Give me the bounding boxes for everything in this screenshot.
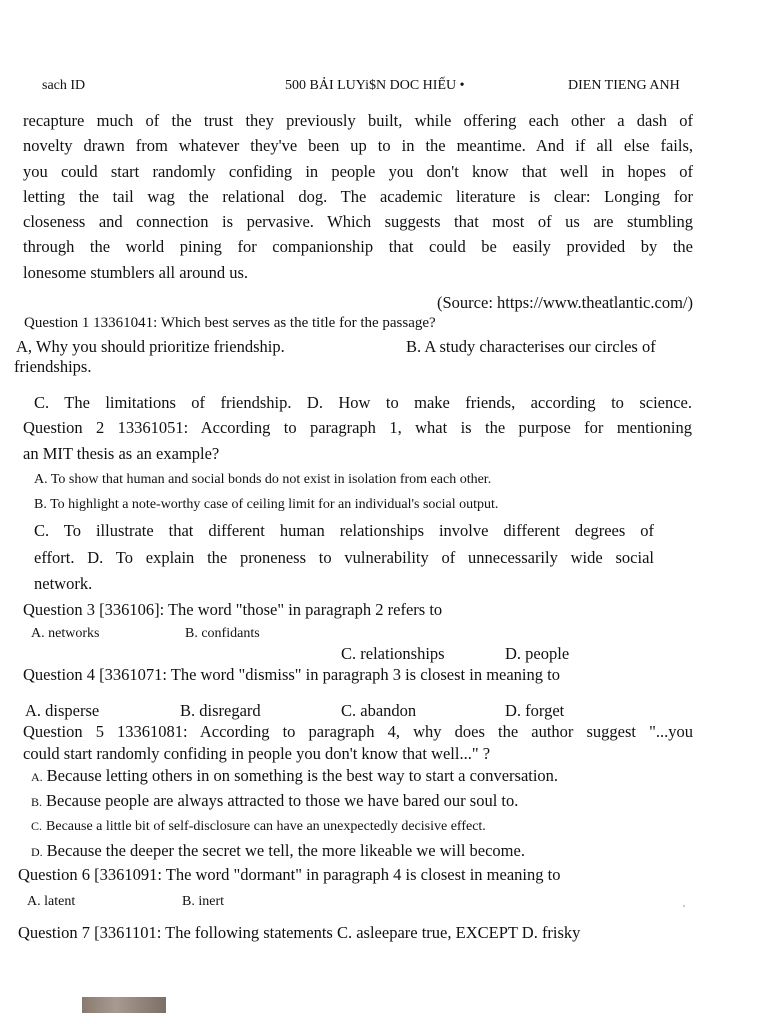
passage-line: letting the tail wag the relational dog. The academic literature is clear: Longing for bbox=[23, 186, 693, 206]
q5-option-b-letter: B. bbox=[31, 795, 43, 809]
q5-option-a bbox=[31, 766, 558, 786]
passage-line: lonesome stumblers all around us. bbox=[23, 262, 249, 282]
q5-option-b bbox=[31, 791, 518, 811]
q4-option-c: C. abandon bbox=[341, 701, 417, 720]
q2-option-b: B. To highlight a note-worthy case of ceiling limit for an individual's social output. bbox=[34, 497, 499, 512]
passage bbox=[23, 108, 693, 285]
passage-line: you could start randomly confiding in people you don't know that well in hopes of bbox=[23, 161, 693, 181]
q2-option-d-continued: network. bbox=[34, 574, 93, 593]
question-5: Question 5 13361081: According to paragraph 4, why does the author suggest "...you bbox=[23, 722, 693, 741]
header-center: 500 BẢI LUYi$N DOC HIẾU • bbox=[285, 78, 465, 93]
q5-option-c-letter: C. bbox=[31, 819, 43, 833]
q6-option-b: B. inert bbox=[182, 894, 224, 909]
question-1: Question 1 13361041: Which best serves as the title for the passage? bbox=[24, 315, 436, 331]
q2-option-a: A. To show that human and social bonds do not exist in isolation from each other. bbox=[34, 472, 492, 487]
question-5-continued: could start randomly confiding in people you don't know that well..." ? bbox=[23, 744, 491, 763]
q2-option-c-d: effort. D. To explain the proneness to vulnerability of unnecessarily wide social bbox=[34, 548, 654, 567]
q5-option-b-text: Because people are always attracted to those we have bared our soul to. bbox=[46, 791, 519, 810]
q2-option-c: C. To illustrate that different human relationships involve different degrees of bbox=[34, 521, 654, 540]
question-7: Question 7 [3361101: The following statements C. asleepare true, EXCEPT D. frisky bbox=[18, 923, 581, 942]
question-6: Question 6 [3361091: The word "dormant" in paragraph 4 is closest in meaning to bbox=[18, 865, 561, 884]
question-3: Question 3 [336106]: The word "those" in paragraph 2 refers to bbox=[23, 600, 443, 619]
passage-line: recapture much of the trust they previously built, while offering each other a dash of bbox=[23, 111, 693, 130]
q1-option-b: B. A study characterises our circles of bbox=[406, 337, 656, 356]
passage-line: through the world pining for companionship that could be easily provided by the bbox=[23, 237, 693, 257]
source-citation: (Source: https://www.theatlantic.com/) bbox=[437, 293, 693, 312]
q3-option-d: D. people bbox=[505, 644, 570, 663]
scan-speck bbox=[683, 905, 685, 907]
q5-option-d bbox=[31, 841, 525, 861]
q3-option-b: B. confidants bbox=[185, 626, 260, 641]
q4-option-a: A. disperse bbox=[25, 701, 100, 720]
scan-artifact bbox=[82, 997, 166, 1013]
header-right: DIEN TIENG ANH bbox=[568, 78, 680, 93]
question-4: Question 4 [3361071: The word "dismiss" in paragraph 3 is closest in meaning to bbox=[23, 665, 560, 684]
q5-option-a-text: Because letting others in on something is the best way to start a conversation. bbox=[46, 766, 559, 785]
q3-option-c: C. relationships bbox=[341, 644, 445, 663]
question-2: Question 2 13361051: According to paragraph 1, what is the purpose for mentioning bbox=[23, 418, 692, 437]
q6-option-a: A. latent bbox=[27, 894, 76, 909]
q5-option-c-text: Because a little bit of self-disclosure can have an unexpectedly decisive effect. bbox=[46, 819, 486, 834]
q1-options-c-d: C. The limitations of friendship. D. How to make friends, according to science. bbox=[34, 393, 692, 412]
header-left: sach ID bbox=[42, 78, 86, 93]
q1-option-a: A, Why you should prioritize friendship. bbox=[16, 337, 285, 356]
q4-option-b: B. disregard bbox=[180, 701, 261, 720]
q5-option-d-letter: D. bbox=[31, 845, 43, 859]
passage-line: closeness and connection is pervasive. Which suggests that most of us are stumbling bbox=[23, 212, 693, 232]
q5-option-d-text: Because the deeper the secret we tell, the more likeable we will become. bbox=[46, 841, 525, 860]
passage-line: novelty drawn from whatever they've been up to in the meantime. And if all else fails, bbox=[23, 136, 693, 156]
q4-option-d: D. forget bbox=[505, 701, 565, 720]
question-2-continued: an MIT thesis as an example? bbox=[23, 444, 220, 463]
q1-option-b-continued: friendships. bbox=[14, 357, 92, 376]
q5-option-c bbox=[31, 817, 486, 835]
q3-option-a: A. networks bbox=[31, 626, 100, 641]
q5-option-a-letter: A. bbox=[31, 770, 43, 784]
